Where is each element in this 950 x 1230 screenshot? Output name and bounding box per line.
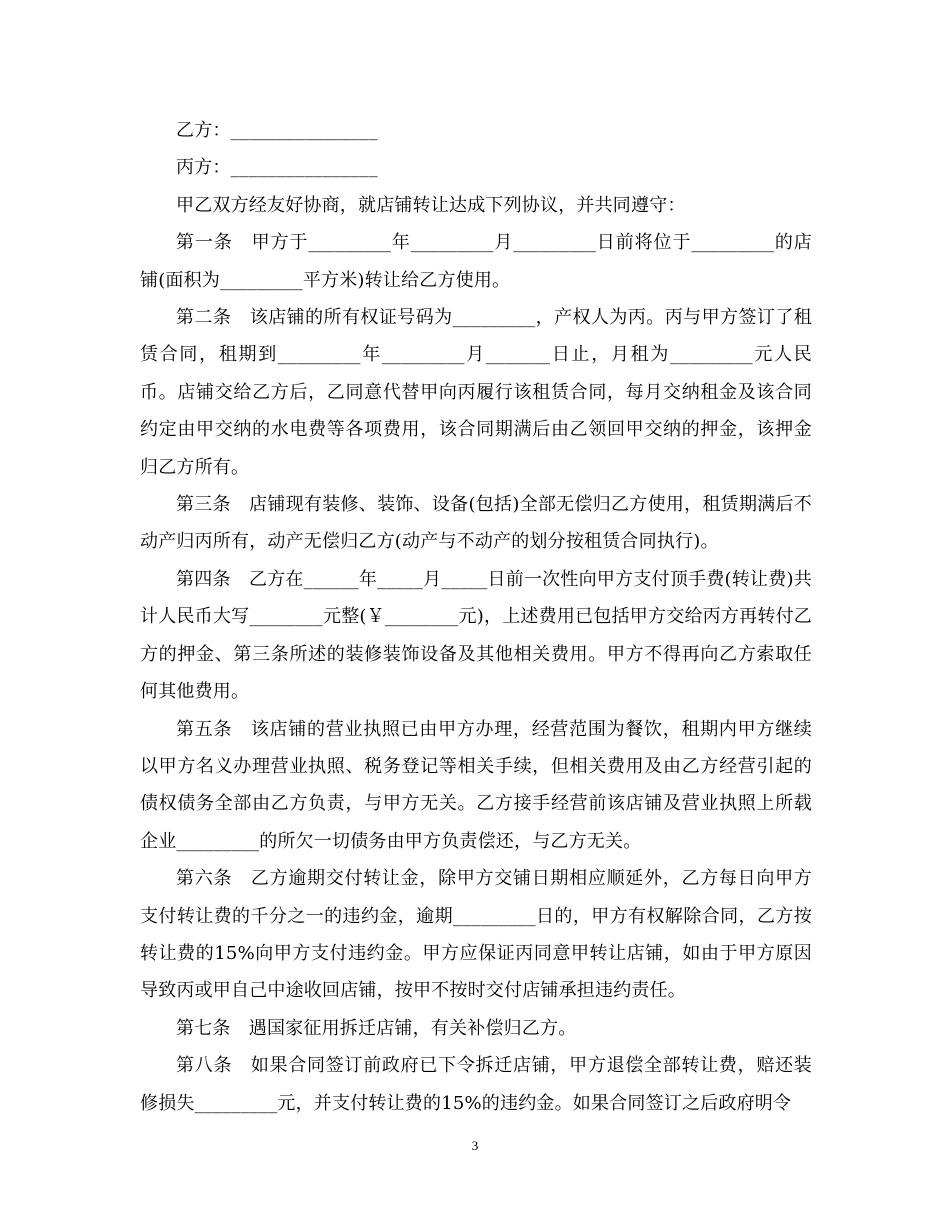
article-2-paragraph: 第二条 该店铺的所有权证号码为_________，产权人为丙。丙与甲方签订了租赁合同，租期到_________年_________月_______日止，月租为_________元人民币。店铺交给乙方后，乙同意代替甲向丙履行该租赁合同，每月交纳租金及该合同约定由甲交纳的水电费等各项费用，该合同期满后由乙领回甲交纳的押金，该押金归乙方所有。 — [140, 307, 812, 478]
article-7-paragraph: 第七条 遇国家征用拆迁店铺，有关补偿归乙方。 — [176, 1017, 577, 1039]
page-number: 3 — [471, 1138, 479, 1153]
article-1-paragraph: 第一条 甲方于_________年_________月_________日前将位于_________的店铺(面积为_________平方米)转让给乙方使用。 — [140, 232, 812, 291]
article-3-paragraph: 第三条 店铺现有装修、装饰、设备(包括)全部无偿归乙方使用，租赁期满后不动产归丙所有，动产无偿归乙方(动产与不动产的划分按租赁合同执行)。 — [140, 494, 812, 553]
article-8-paragraph: 第八条 如果合同签订前政府已下令拆迁店铺，甲方退偿全部转让费，赔还装修损失_________元，并支付转让费的15%的违约金。如果合同签订之后政府明令 — [140, 1055, 812, 1114]
article-4-paragraph: 第四条 乙方在______年_____月_____日前一次性向甲方支付顶手费(转让费)共计人民币大写________元整(￥________元)，上述费用已包括甲方交给丙方再转付乙方的押金、第三条所述的装修装饰设备及其他相关费用。甲方不得再向乙方索取任何其他费用。 — [140, 568, 812, 703]
party-c-line: 丙方：________________ — [176, 157, 378, 179]
article-6-paragraph: 第六条 乙方逾期交付转让金，除甲方交铺日期相应顺延外，乙方每日向甲方支付转让费的千分之一的违约金，逾期_________日的，甲方有权解除合同，乙方按转让费的15%向甲方支付违约金。甲方应保证丙同意甲转让店铺，如由于甲方原因导致丙或甲自己中途收回店铺，按甲不按时交付店铺承担违约责任。 — [140, 868, 812, 1002]
party-b-line: 乙方：________________ — [176, 120, 378, 141]
document-body — [140, 112, 812, 1122]
preamble-paragraph: 甲乙双方经友好协商，就店铺转让达成下列协议，并共同遵守： — [176, 194, 686, 216]
article-5-paragraph: 第五条 该店铺的营业执照已由甲方办理，经营范围为餐饮，租期内甲方继续以甲方名义办理营业执照、税务登记等相关手续，但相关费用及由乙方经营引起的债权债务全部由乙方负责，与甲方无关。乙方接手经营前该店铺及营业执照上所载企业_________的所欠一切债务由甲方负责偿还，与乙方无关。 — [140, 718, 812, 852]
